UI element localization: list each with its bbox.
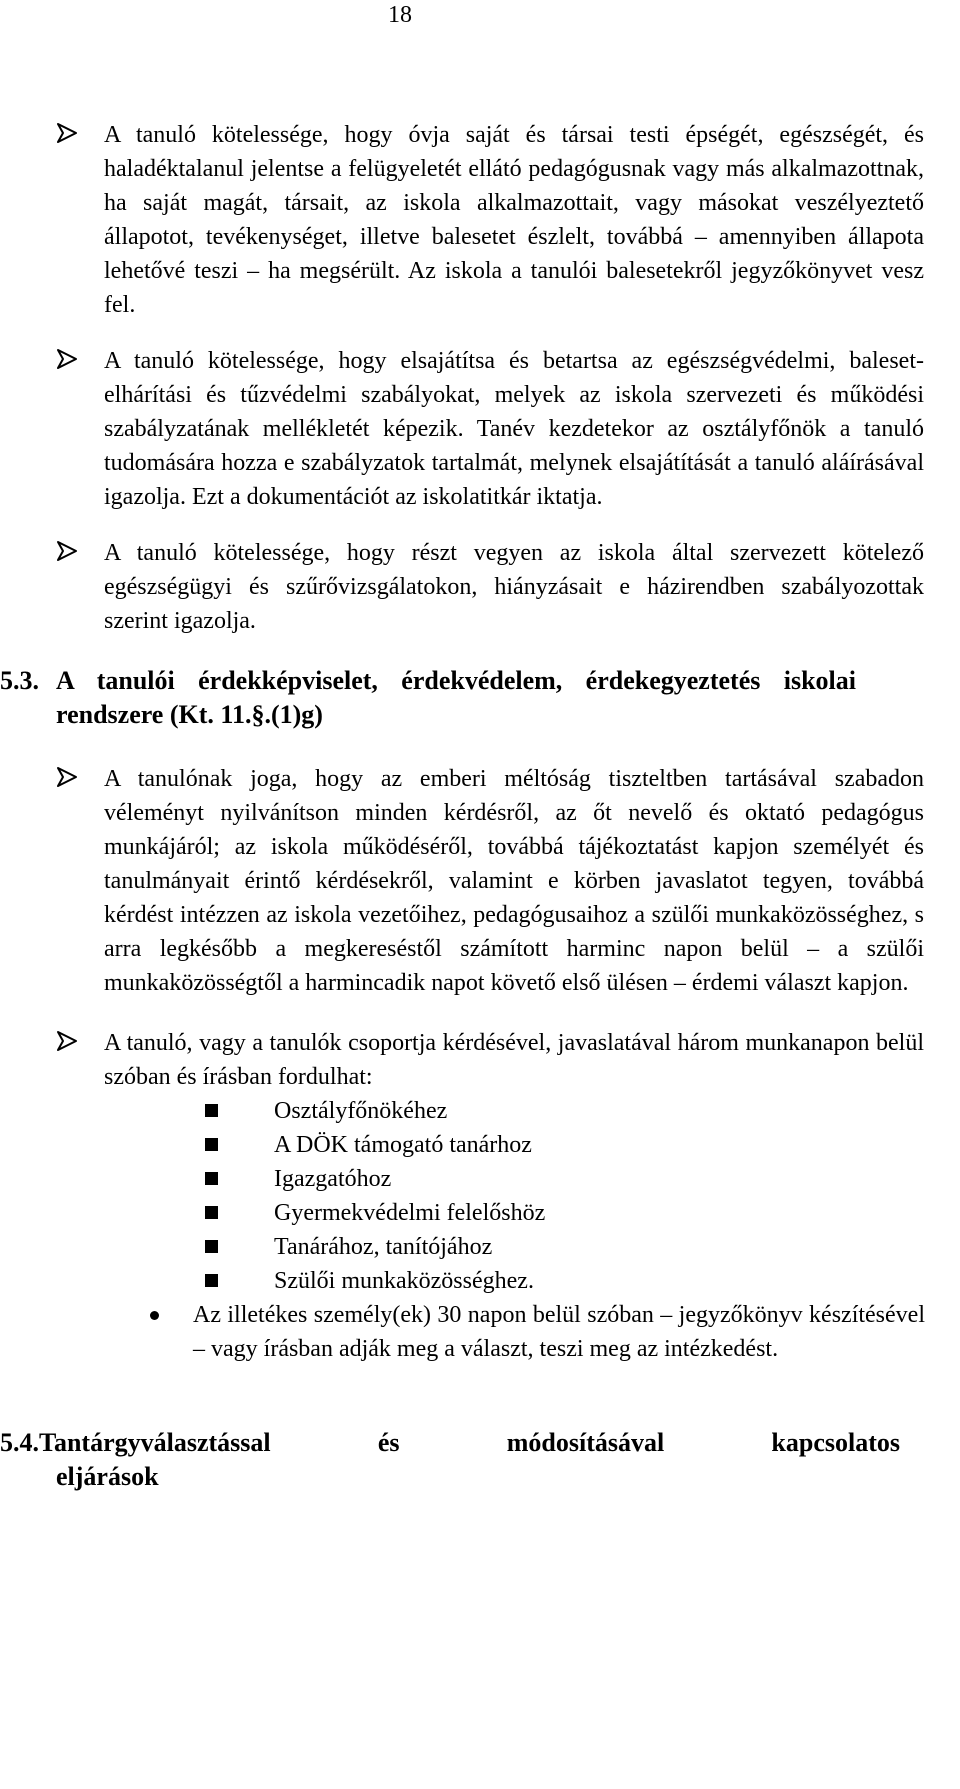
- arrow-bullet-icon: [56, 122, 78, 144]
- paragraph: A tanulónak joga, hogy az emberi méltóság tiszteltben tartásával szabadon véleményt nyilvánítson minden kérdésről, az őt nevelő és oktató pedagógus munkájáról; az iskola működéséről, továbbá tájékoztatást kapjon személyét és tanulmányait érintő kérdésekről, valamint e körben javaslatot tegyen, továbbá kérdést intézzen az iskola vezetőihez, pedagógusaihoz a szülői munkaközösséghez, s arra legkésőbb a megkereséstől számított harminc napon belül – a szülői munkaközösségtől a harmincadik napot követő első ülésen – érdemi választ kapjon.: [104, 766, 924, 996]
- section-title-word: és: [377, 1428, 400, 1457]
- list-item: Osztályfőnökéhez: [205, 1094, 960, 1128]
- arrow-bullet-icon: [56, 348, 78, 370]
- recipient-list: [0, 1094, 960, 1298]
- square-bullet-icon: [205, 1104, 218, 1117]
- section-title-line2: eljárások: [56, 1462, 159, 1491]
- list-item: A DÖK támogató tanárhoz: [205, 1128, 960, 1162]
- list-item: Igazgatóhoz: [205, 1162, 960, 1196]
- list-item: [0, 344, 960, 514]
- section-number: 5.4.: [0, 1428, 39, 1457]
- round-bullet-icon: [150, 1311, 159, 1320]
- paragraph: A tanuló, vagy a tanulók csoportja kérdésével, javaslatával három munkanapon belül szóban és írásban fordulhat:: [104, 1030, 924, 1090]
- section-number: 5.3.: [0, 666, 39, 695]
- list-item: [0, 536, 960, 638]
- paragraph: A tanuló kötelessége, hogy részt vegyen az iskola által szervezett kötelező egészségügyi és szűrővizsgálatokon, hiányzásait e házirendben szabályozottak szerint igazolja.: [104, 540, 924, 634]
- arrow-bullet-icon: [56, 540, 78, 562]
- section-title-word: módosításával: [506, 1428, 665, 1457]
- arrow-bullet-icon: [56, 766, 78, 788]
- paragraph: Az illetékes személy(ek) 30 napon belül szóban – jegyzőkönyv készítésével – vagy írásban adják meg a választ, teszi meg az intézkedést.: [193, 1302, 925, 1362]
- square-bullet-icon: [205, 1138, 218, 1151]
- section-title-word: Tantárgyválasztással: [39, 1428, 271, 1457]
- paragraph: A tanuló kötelessége, hogy elsajátítsa és betartsa az egészségvédelmi, baleset-elhárítási és tűzvédelmi szabályokat, melyek az iskola szervezeti és működési szabályzatának mellékletét képezik. Tanév kezdetekor az osztályfőnök a tanuló tudomására hozza e szabályzatok tartalmát, melynek elsajátítását a tanuló aláírásával igazolja. Ezt a dokumentációt az iskolatitkár iktatja.: [104, 348, 924, 510]
- square-bullet-icon: [205, 1240, 218, 1253]
- list-item: Tanárához, tanítójához: [205, 1230, 960, 1264]
- section-heading-5-4: [0, 1426, 900, 1494]
- section-heading-5-3: [0, 664, 956, 732]
- section-title: A tanulói érdekképviselet, érdekvédelem, érdekegyeztetés iskolai rendszere (Kt. 11.§.(1)g): [56, 666, 856, 729]
- list-item: [0, 1298, 960, 1366]
- page-number: 18: [388, 2, 412, 28]
- list-item: [0, 1026, 960, 1094]
- square-bullet-icon: [205, 1172, 218, 1185]
- document-body: [0, 118, 960, 1494]
- list-item: [0, 118, 960, 322]
- section-title-word: kapcsolatos: [771, 1428, 900, 1457]
- arrow-bullet-icon: [56, 1030, 78, 1052]
- square-bullet-icon: [205, 1206, 218, 1219]
- list-item: [0, 762, 960, 1000]
- paragraph: A tanuló kötelessége, hogy óvja saját és társai testi épségét, egészségét, és haladéktalanul jelentse a felügyeletét ellátó pedagógusnak vagy más alkalmazottnak, ha saját magát, társait, az iskola alkalmazottait, vagy másokat veszélyeztető állapotot, tevékenységet, illetve balesetet észlelt, továbbá – amennyiben állapota lehetővé teszi – ha megsérült. Az iskola a tanulói balesetekről jegyzőkönyvet vesz fel.: [104, 122, 924, 318]
- square-bullet-icon: [205, 1274, 218, 1287]
- list-item: Szülői munkaközösséghez.: [205, 1264, 960, 1298]
- list-item: Gyermekvédelmi felelőshöz: [205, 1196, 960, 1230]
